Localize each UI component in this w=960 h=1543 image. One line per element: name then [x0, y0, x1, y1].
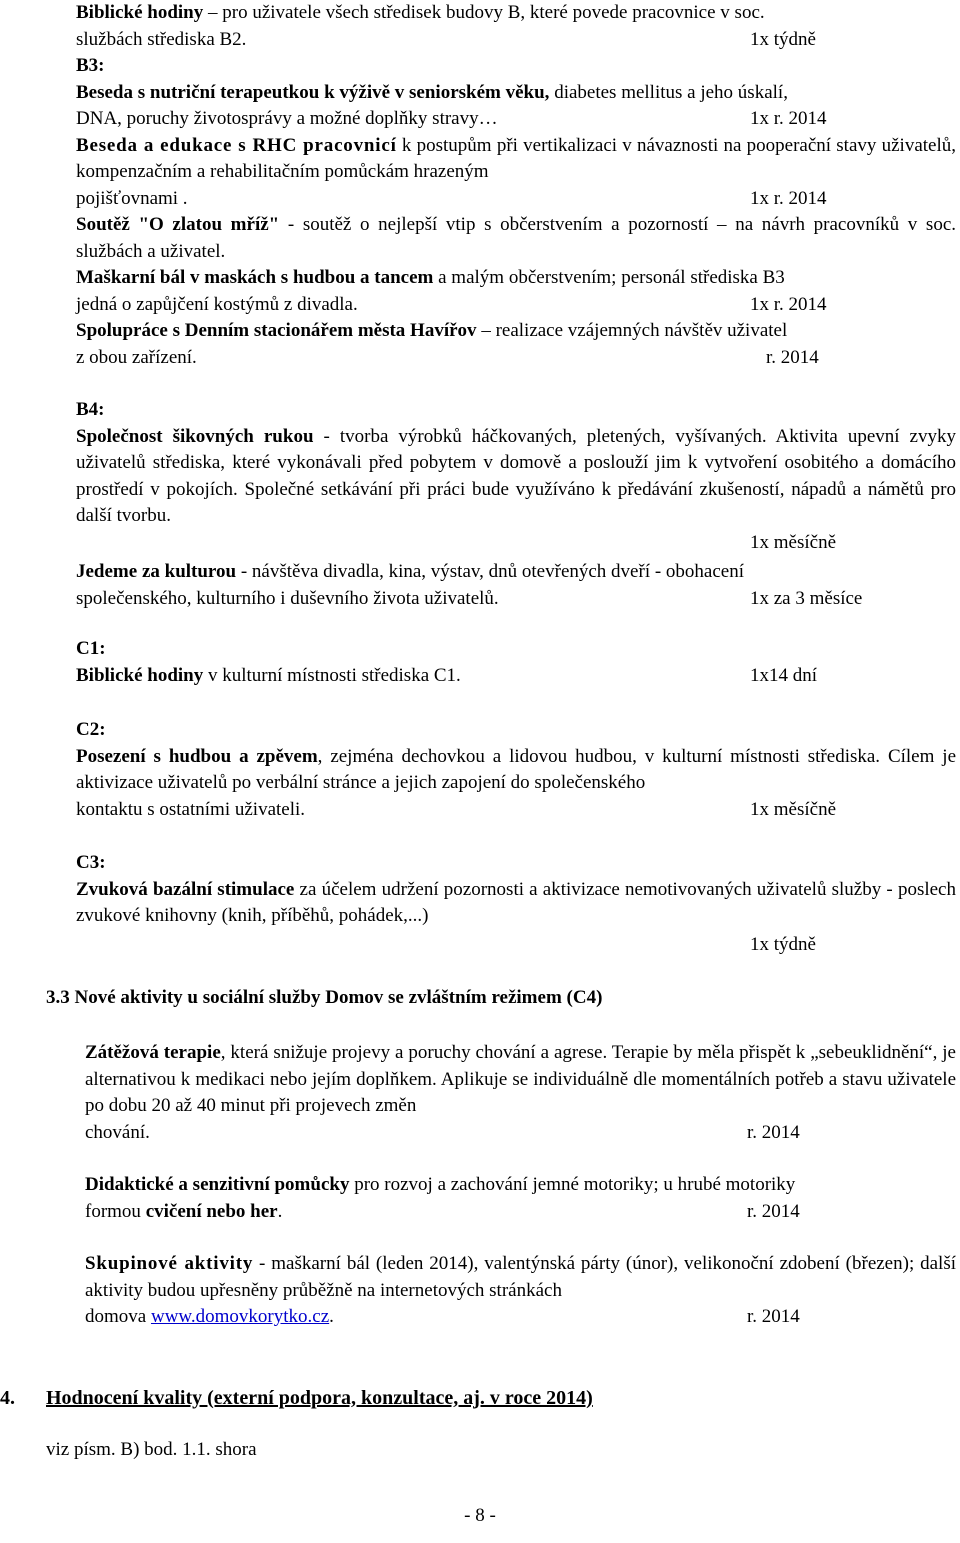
b2-activity-name: Biblické hodiny: [76, 2, 204, 23]
section-3-3-heading: 3.3 Nové aktivity u sociální služby Domov se zvláštním režimem (C4): [46, 987, 603, 1008]
b4-item2-frequency: 1x za 3 měsíce: [750, 587, 863, 609]
s33-item1-title: Zátěžová terapie: [85, 1042, 221, 1063]
c1-item-text: v kulturní místnosti střediska C1.: [203, 664, 461, 686]
b4-item1-text: - tvorba výrobků háčkovaných, pletených, vyšívaných. Aktivita upevní zvyky uživatelů střediska, které vykonávali před pobytem v domově a poslouží jim k vytvoření osobitého a domácího prostředí v pokojích. Společné setkávání při práci bude využíváno k předávání zkušeností, nápadů a námětů pro další tvorbu.: [76, 425, 956, 526]
s33-item3-text: - maškarní bál (leden 2014), valentýnská párty (únor), velikonoční zdobení (březen); další aktivity budou upřesněny průběžně na internetových stránkách: [85, 1253, 957, 1301]
b4-item2-title: Jedeme za kulturou: [76, 561, 237, 582]
b3-item3-title: Soutěž "O zlatou mříž": [76, 214, 280, 235]
c2-heading: C2:: [76, 719, 106, 740]
s33-item1-frequency: r. 2014: [747, 1121, 800, 1143]
section-4-body: viz písm. B) bod. 1.1. shora: [46, 1439, 257, 1460]
b4-heading: B4:: [76, 399, 105, 420]
page-number: - 8 -: [464, 1505, 496, 1526]
b3-item2-text-2: pojišťovnami .: [76, 187, 188, 209]
b3-item1-frequency: 1x r. 2014: [750, 108, 827, 129]
b3-item1-title: Beseda s nutriční terapeutkou k výživě v seniorském věku,: [76, 81, 550, 103]
s33-item3-text-3: .: [329, 1306, 334, 1327]
c1-section: [76, 636, 956, 689]
b3-item3-text: - soutěž o nejlepší vtip s občerstvením a pozorností – na návrh pracovníků v soc. službách a uživatel.: [76, 214, 957, 262]
b3-item5-frequency: r. 2014: [766, 346, 819, 368]
s33-item3-text-2: domova: [85, 1306, 151, 1327]
section-4-number: 4.: [0, 1387, 15, 1409]
b3-item2-title: Beseda a edukace s RHC pracovnicí: [76, 134, 397, 156]
b3-item5-text-2: z obou zařízení.: [76, 346, 197, 368]
b3-item2-frequency: 1x r. 2014: [750, 187, 827, 209]
c3-heading: C3:: [76, 852, 106, 873]
b4-item1-frequency: 1x měsíčně: [750, 531, 837, 553]
c3-item-title: Zvuková bazální stimulace: [76, 878, 295, 900]
c2-item-text: , zejména dechovkou a lidovou hudbou, v kulturní místnosti střediska. Cílem je aktivizace uživatelů po verbální stránce a jejich zapojení do společenského: [76, 745, 956, 793]
domovkorytko-link[interactable]: www.domovkorytko.cz: [150, 1306, 330, 1327]
s33-item3-title: Skupinové aktivity: [85, 1253, 254, 1274]
b3-heading: B3:: [76, 55, 105, 76]
c2-item-title: Posezení s hudbou a zpěvem: [76, 745, 318, 767]
s33-item2: [85, 1172, 956, 1225]
section-3-3-body: [85, 1040, 956, 1146]
section-4-title: Hodnocení kvality (externí podpora, konzultace, aj. v roce 2014): [46, 1387, 593, 1409]
c2-item-frequency: 1x měsíčně: [750, 798, 837, 820]
b2-frequency: 1x týdně: [750, 28, 816, 50]
s33-item2-text-2b: cvičení nebo her: [145, 1200, 278, 1222]
s33-item1-text-2: chování.: [85, 1121, 150, 1143]
b3-item1-text: diabetes mellitus a jeho úskalí,: [549, 81, 788, 103]
b3-item5-title: Spolupráce s Denním stacionářem města Havířov: [76, 320, 477, 341]
b2-text-2: službách střediska B2.: [76, 28, 247, 50]
b3-item4-text: a malým občerstvením; personál střediska B3: [433, 267, 785, 288]
b3-item4-title: Maškarní bál v maskách s hudbou a tancem: [76, 267, 434, 288]
section-4-heading: [0, 1385, 960, 1415]
b4-item2-text: - návštěva divadla, kina, výstav, dnů otevřených dveří - obohacení: [236, 561, 745, 582]
c2-item-text-2: kontaktu s ostatními uživateli.: [76, 798, 306, 820]
c1-item-title: Biblické hodiny: [76, 664, 204, 686]
b2-paragraph: [76, 0, 956, 53]
s33-item2-frequency: r. 2014: [747, 1200, 800, 1222]
s33-item2-text-2a: formou: [85, 1200, 146, 1222]
b4-item1-title: Společnost šikovných rukou: [76, 425, 314, 447]
s33-item1-text: , která snižuje projevy a poruchy chování a agrese. Terapie by měla přispět k „sebeuklidnění“, je alternativou k medikaci nebo jejím doplňkem. Aplikuje se individuálně dle momentálních potřeb a stavu uživatele po dobu 20 až 40 minut při projevech změn: [85, 1042, 956, 1116]
b3-section: [76, 53, 956, 371]
b3-item4-frequency: 1x r. 2014: [750, 293, 827, 315]
c3-item-frequency: 1x týdně: [750, 933, 816, 955]
b4-item2-text-2: společenského, kulturního i duševního života uživatelů.: [76, 587, 499, 609]
b3-item1-text-2: DNA, poruchy životosprávy a možné doplňky stravy…: [76, 108, 498, 129]
c2-section: [76, 717, 956, 823]
s33-item3: [85, 1251, 956, 1331]
b3-item4-text-2: jedná o zapůjčení kostýmů z divadla.: [76, 293, 358, 315]
s33-item3-frequency: r. 2014: [747, 1306, 800, 1327]
c3-section: [76, 850, 956, 958]
s33-item2-text: pro rozvoj a zachování jemné motoriky; u hrubé motoriky: [349, 1174, 796, 1195]
s33-item2-text-2c: .: [277, 1200, 283, 1222]
c1-heading: C1:: [76, 638, 106, 659]
c3-item-text: za účelem udržení pozornosti a aktivizace nemotivovaných uživatelů služby - poslech zvukové knihovny (knih, příběhů, pohádek,...): [76, 878, 956, 926]
b4-section: [76, 397, 956, 612]
b3-item2-text: k postupům při vertikalizaci v návaznosti na pooperační stavy uživatelů, kompenzačním a rehabilitačním pomůckám hrazeným: [76, 134, 956, 182]
s33-item2-title: Didaktické a senzitivní pomůcky: [85, 1174, 350, 1195]
b3-item5-text: – realizace vzájemných návštěv uživatel: [476, 320, 788, 341]
c1-item-frequency: 1x14 dní: [750, 664, 818, 686]
b2-text: – pro uživatele všech středisek budovy B, které povede pracovnice v soc.: [203, 2, 765, 23]
